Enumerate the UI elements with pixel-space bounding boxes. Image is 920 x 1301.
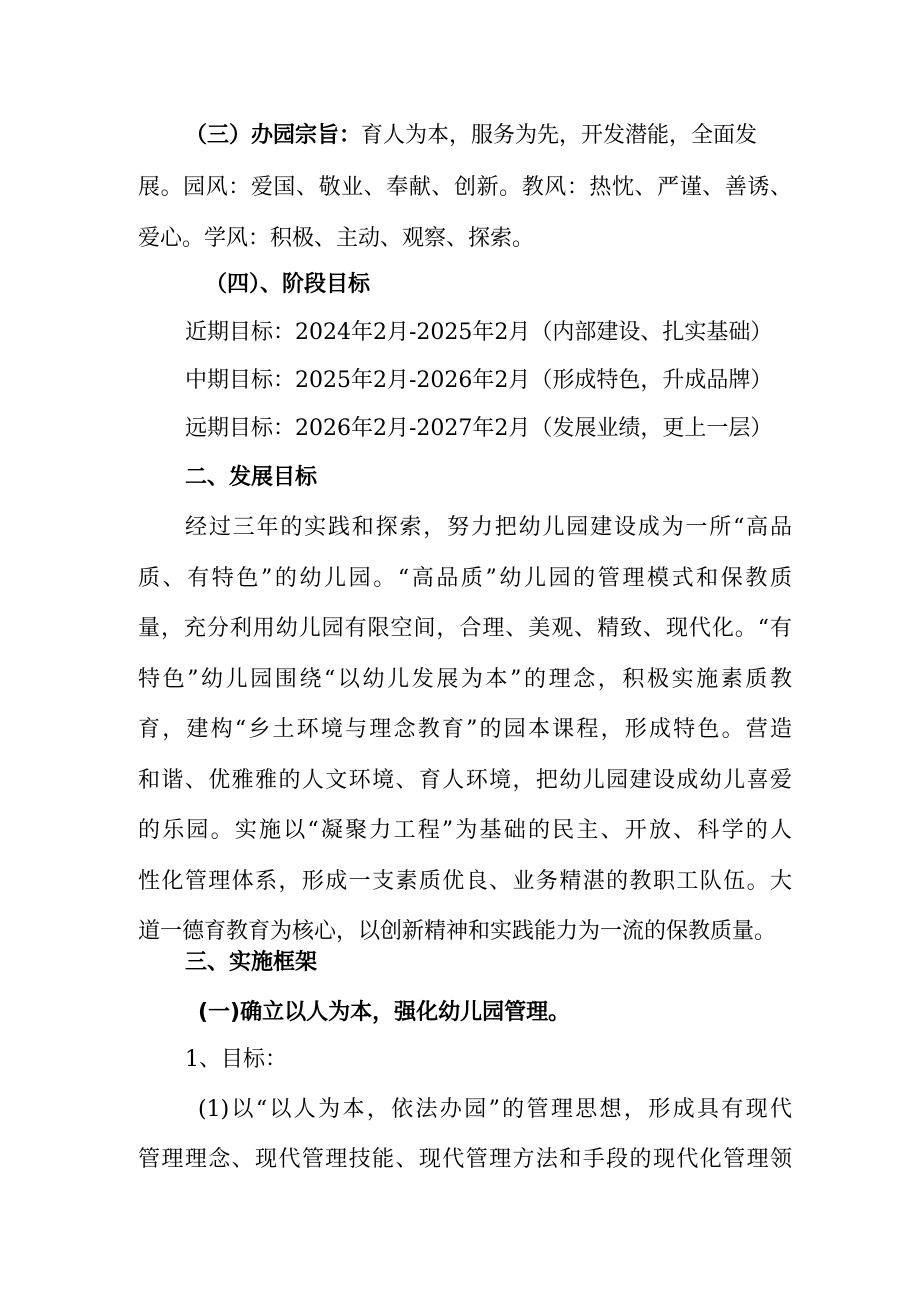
section-heading-stage-goals: （四）、阶段目标 xyxy=(205,272,371,297)
development-line: 性化管理体系，形成一支素质优良、业务精湛的教职工队伍。大 xyxy=(138,869,792,894)
section-heading-development: 二、发展目标 xyxy=(185,465,318,490)
development-line: 量，充分利用幼儿园有限空间，合理、美观、精致、现代化。“有 xyxy=(138,616,792,641)
development-line: 道一德育教育为核心，以创新精神和实践能力为一流的保教质量。 xyxy=(138,919,777,944)
development-line: 育，建构“乡土环境与理念教育”的园本课程，形成特色。营造 xyxy=(138,717,792,742)
paragraph-mission-line-1 xyxy=(185,121,757,151)
development-line: 经过三年的实践和探索，努力把幼儿园建设成为一所“高品 xyxy=(185,515,792,540)
mission-heading: （三）办园宗旨： xyxy=(185,123,362,148)
framework-subheading-1: (一)确立以人为本，强化幼儿园管理。 xyxy=(198,1000,571,1025)
stage-goal-far: 远期目标：2026年2月-2027年2月（发展业绩，更上一层） xyxy=(185,416,773,441)
development-line: 和谐、优雅雅的人文环境、育人环境，把幼儿园建设成幼儿喜爱 xyxy=(138,768,792,793)
stage-goal-near: 近期目标：2024年2月-2025年2月（内部建设、扎实基础） xyxy=(185,320,773,345)
paragraph-mission-line-2: 展。园风：爱国、敬业、奉献、创新。教风：热忱、严谨、善诱、 xyxy=(138,175,792,200)
development-line: 特色”幼儿园围绕“以幼儿发展为本”的理念，积极实施素质教 xyxy=(138,667,792,692)
section-heading-framework: 三、实施框架 xyxy=(185,950,318,975)
framework-goal-line: 管理理念、现代管理技能、现代管理方法和手段的现代化管理领 xyxy=(138,1147,792,1172)
framework-goal-line: (1)以“以人为本，依法办园”的管理思想，形成具有现代 xyxy=(198,1097,792,1122)
framework-goal-label: 1、目标： xyxy=(185,1047,287,1072)
paragraph-mission-line-3: 爱心。学风：积极、主动、观察、探索。 xyxy=(138,226,535,251)
development-line: 的乐园。实施以“凝聚力工程”为基础的民主、开放、科学的人 xyxy=(138,818,792,843)
mission-text-1: 育人为本，服务为先，开发潜能，全面发 xyxy=(361,123,758,148)
development-line: 质、有特色”的幼儿园。“高品质”幼儿园的管理模式和保教质 xyxy=(138,566,792,591)
stage-goal-mid: 中期目标：2025年2月-2026年2月（形成特色，升成品牌） xyxy=(185,368,773,393)
